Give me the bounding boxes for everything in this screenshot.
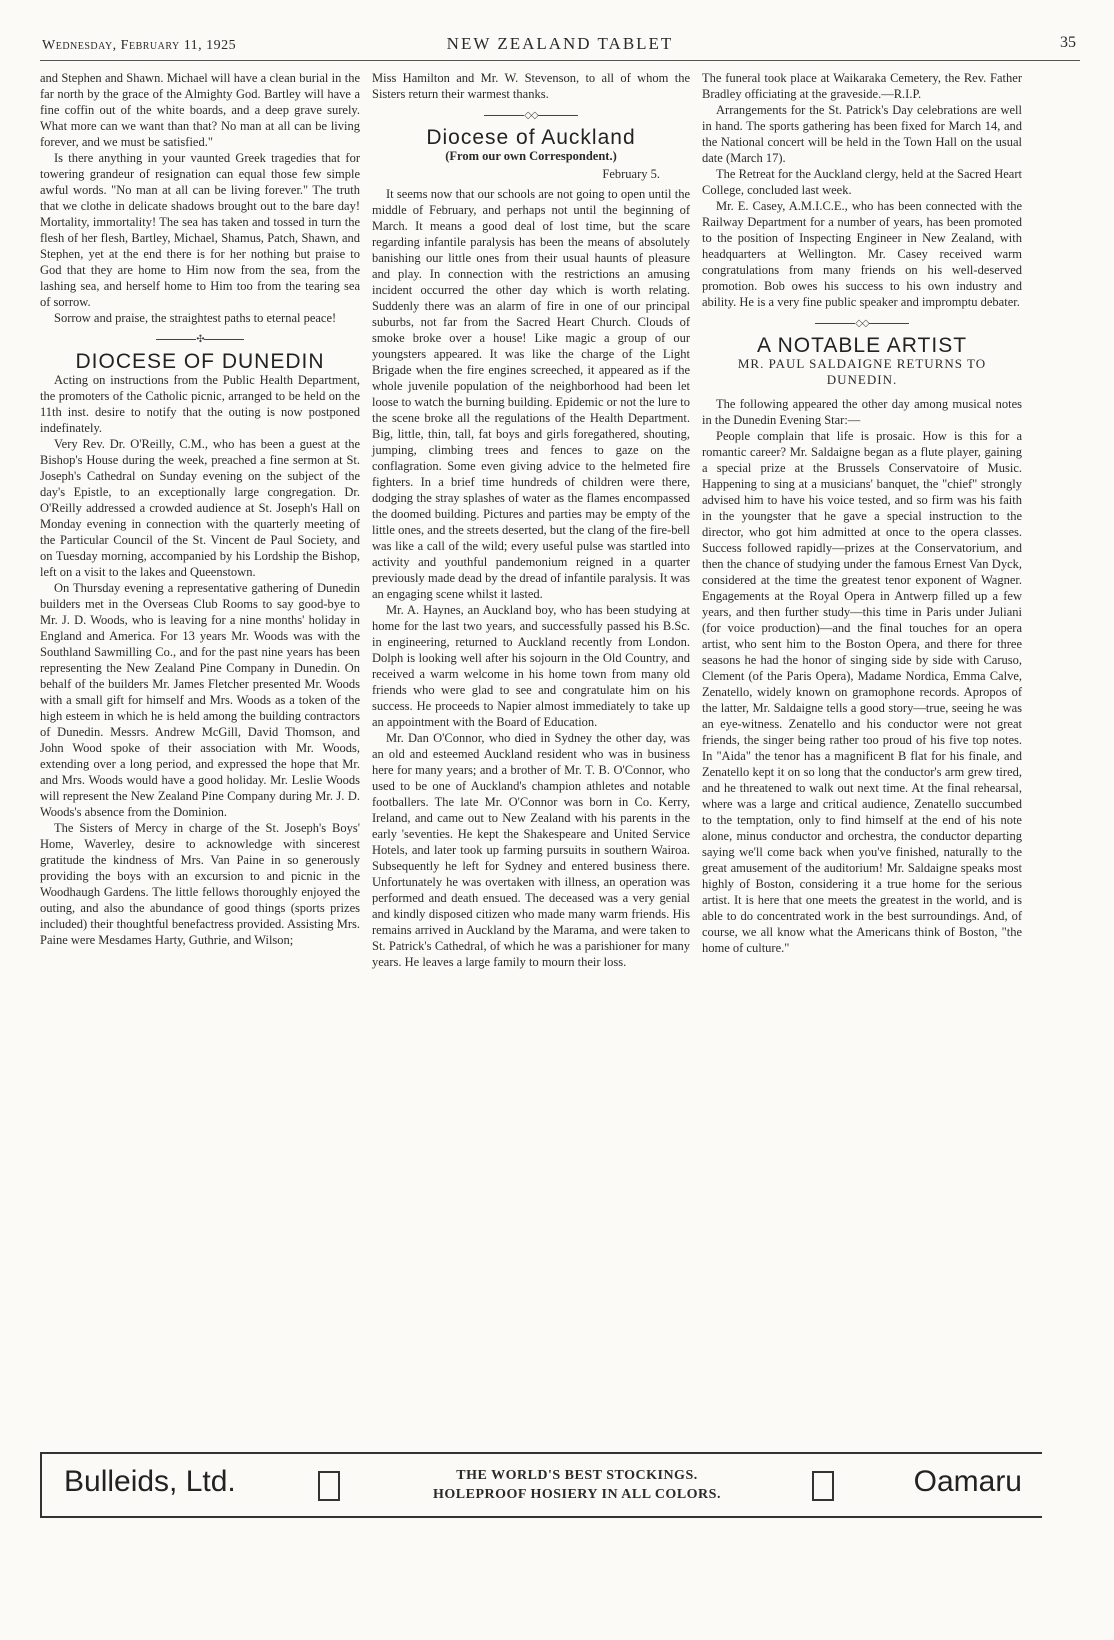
decorative-box	[318, 1471, 340, 1501]
paragraph: Sorrow and praise, the straightest paths to eternal peace!	[54, 311, 337, 325]
tagline-line-2: HOLEPROOF HOSIERY IN ALL COLORS.	[433, 1487, 721, 1502]
section-heading-artist: A NOTABLE ARTIST	[756, 334, 968, 357]
separator: ◇◇	[372, 108, 690, 124]
separator: ✣	[40, 332, 360, 348]
section-heading-dunedin: DIOCESE OF DUNEDIN	[75, 350, 325, 373]
paragraph: It seems now that our schools are not going to open until the middle of February, and perhaps not until the beginning of March. It means a good deal of lost time, but the scare regarding infantile paralysis has been the means of absolutely banishing our little ones from their usual haunts of pleasure and play. In connection with the restrictions an amusing incident occurred the other day which is worth relating. Suddenly there was an alarm of fire in one of our principal suburbs, not far from the Sacred Heart Church. Clouds of smoke broke over a house! Like magic a group of our youngsters appeared. It was like the charge of the Light Brigade when the fire engines screeched, it appeared as if the whole juvenile population of the neighborhood had been let loose to watch the burning building. Epidemic or not the lure to the scene broke all the regulations of the Health Department. Big, little, thin, tall, fat boys and girls foregathered, shouting, jumping, climbing trees and fences to gaze on the conflagration. Some even giving advice to the helmeted fire fighters. In a brief time hundreds of children were there, dodging the stray splashes of water as the flames encompassed the doomed building. Pictures and parties may be empty of the little ones, and the streets deserted, but the clang of the fire-bell was like a call of the wild; every useful pulse was startled into activity and youthful pandemonium reigned in a quarter previously made dead by the dread of infantile paralysis. It was an engaging scene whilst it lasted.	[372, 187, 690, 601]
publication-title: NEW ZEALAND TABLET	[446, 34, 674, 53]
dateline: February 5.	[602, 167, 660, 181]
paragraph: The Sisters of Mercy in charge of the St. Joseph's Boys' Home, Waverley, desire to acknowledge with sincerest gratitude the kindness of Mrs. Van Paine in so generously providing the boys with an excursion to and picnic in the Woodhaugh Gardens. The little fellows thoroughly enjoyed the outing, and also the abundance of good things (sports prizes included) their thoughtful benefactress provided. Assisting Mrs. Paine were Mesdames Harty, Guthrie, and Wilson;	[40, 821, 360, 947]
section-heading-auckland: Diocese of Auckland	[426, 126, 636, 149]
correspondent-note: (From our own Correspondent.)	[445, 149, 617, 163]
header-date: Wednesday, February 11, 1925	[42, 38, 237, 53]
decorative-box	[812, 1471, 834, 1501]
paragraph: and Stephen and Shawn. Michael will have a clean burial in the far north by the grace of the Almighty God. Bartley will have a fine coffin out of the white boards, and a deep grave surely. What more can we want than that? No man at all can be living forever, and we must be satisfied."	[40, 71, 360, 149]
column-3	[702, 70, 1022, 956]
article-subtitle: MR. PAUL SALDAIGNE RETURNS TO DUNEDIN.	[737, 356, 987, 387]
page-number: 35	[1060, 34, 1076, 51]
advertiser-location: Oamaru	[913, 1465, 1022, 1498]
paragraph: Very Rev. Dr. O'Reilly, C.M., who has been a guest at the Bishop's House during the week, preached a fine sermon at St. Joseph's Cathedral on Sunday evening on the subject of the day's Epistle, to an exceptionally large congregation. Dr. O'Reilly addressed a crowded audience at St. Joseph's Hall on Monday evening in connection with the quarterly meeting of the Particular Council of the St. Vincent de Paul Society, and on Tuesday morning, accompanied by his Lordship the Bishop, left on a visit to the lakes and Queenstown.	[40, 437, 360, 579]
tagline-line-1: THE WORLD'S BEST STOCKINGS.	[456, 1468, 698, 1483]
paragraph: Is there anything in your vaunted Greek tragedies that for towering grandeur of resignation can equal those few simple awful words. "No man at all can be living forever." The truth that we clothe in delicate shadows brought out to the bare day! Mortality, immortality! The sea has taken and tossed in turn the flesh of her flesh, Bartley, Michael, Shamus, Patch, Shawn, and Stephen, yet at the end there is for her nothing but praise to God that they are home to Him now from the sea, from the lashing sea, and herself home to Him too from the tearing sea of sorrow.	[40, 151, 360, 309]
paragraph: Mr. Dan O'Connor, who died in Sydney the other day, was an old and esteemed Auckland resident who was in business here for many years; and a brother of Mr. T. B. O'Connor, who used to be one of Auckland's champion athletes and notable footballers. The late Mr. O'Connor was born in Co. Kerry, Ireland, and came out to New Zealand with his parents in the early 'seventies. He kept the Shakespeare and United Service Hotels, and later took up farming pursuits in southern Wairoa. Subsequently he left for Sydney and entered business there. Unfortunately he was overtaken with illness, an operation was performed and death ensued. The deceased was a very genial and kindly disposed citizen who made many warm friends. His remains arrived in Auckland by the Marama, and were taken to St. Patrick's Cathedral, of which he was a parishioner for many years. He leaves a large family to mourn their loss.	[372, 731, 690, 969]
column-1	[40, 70, 360, 948]
paragraph: Arrangements for the St. Patrick's Day celebrations are well in hand. The sports gathering has been fixed for March 14, and the National concert will be held in the Town Hall on the usual date (March 17).	[702, 103, 1022, 165]
advertisement-tagline	[372, 1466, 782, 1504]
paragraph: Mr. A. Haynes, an Auckland boy, who has been studying at home for the last two years, and successfully passed his B.Sc. in engineering, returned to Auckland recently from London. Dolph is looking well after his sojourn in the Old Country, and received a warm welcome in his home town from many old friends who were glad to see and congratulate him on his success. He proceeds to Napier almost immediately to take up an appointment with the Board of Education.	[372, 603, 690, 729]
paragraph: Miss Hamilton and Mr. W. Stevenson, to all of whom the Sisters return their warmest thanks.	[372, 71, 690, 101]
paragraph: Acting on instructions from the Public Health Department, the promoters of the Catholic picnic, arranged to be held on the 11th inst. desire to notify that the outing is now postponed indefinately.	[40, 373, 360, 435]
column-2	[372, 70, 690, 970]
advertisement-banner	[40, 1452, 1042, 1518]
paragraph: People complain that life is prosaic. How is this for a romantic career? Mr. Saldaigne began as a flute player, gaining a special prize at the Brussels Conservatoire of Music. Happening to sing at a musicians' banquet, the "chief" strongly advised him to have his voice tested, and so firm was his faith in the youngster that he gave a special instruction to the director, who got him admitted at once to the opera classes. Success followed rapidly—prizes at the Conservatorium, and then the chance of studying under the famous Ernest Van Dyck, considered at the time the greatest tenor exponent of Wagner. Engagements at the Royal Opera in Antwerp filled up a few years, and then further study—this time in Paris under Juliani (for voice production)—and the final touches for an opera artist, who sent him to the Boston Opera, and there for three seasons he had the honor of singing side by side with Caruso, Clement (of the Paris Opera), Madame Nordica, Emma Calve, Zenatello, widely known on gramophone records. Apropos of the latter, Mr. Saldaigne tells a good story—true, seeing he was an eye-witness. Zenatello and his conductor were not great friends, the singer being rather too proud of his five top notes. In "Aida" the tenor has a magnificent B flat for his finale, and Zenatello kept it on so long that the conductor's arm grew tired, and he threatened to walk out next time. At the final rehearsal, where was a large and critical audience, Zenatello succumbed to the temptation, only to find himself at the end of his note alone, minus conductor and orchestra, the conductor departing saying we'll come back when you've finished, naturally to the great amusement of the auditorium! Mr. Saldaigne speaks most highly of Boston, considering it a true home for the serious artist. It is here that one meets the greatest in the world, and is able to do concentrated work in the best surroundings. And, of course, we all know what the Americans think of Boston, "the home of culture."	[702, 429, 1022, 955]
advertiser-name: Bulleids, Ltd.	[64, 1465, 236, 1498]
paragraph: On Thursday evening a representative gathering of Dunedin builders met in the Overseas Club Rooms to say good-bye to Mr. J. D. Woods, who is leaving for a nine months' holiday in England and America. For 13 years Mr. Woods was with the Southland Sawmilling Co., and for the past nine years has been representing the New Zealand Pine Company in Dunedin. On behalf of the builders Mr. James Fletcher presented Mr. Woods with a small gift for himself and Mrs. Woods as a token of the high esteem in which he is held among the building contractors of Dunedin. Messrs. Andrew McGill, David Thomson, and John Wood spoke of their association with Mr. Woods, extending over a long period, and expressed the hope that Mr. and Mrs. Woods would have a good holiday. Mr. Leslie Woods will represent the New Zealand Pine Company during Mr. J. D. Woods's absence from the Dominion.	[40, 581, 360, 819]
paragraph: The following appeared the other day among musical notes in the Dunedin Evening Star:—	[702, 397, 1022, 427]
separator: ◇◇	[702, 316, 1022, 332]
paragraph: The funeral took place at Waikaraka Cemetery, the Rev. Father Bradley officiating at the graveside.—R.I.P.	[702, 71, 1022, 101]
paragraph: Mr. E. Casey, A.M.I.C.E., who has been connected with the Railway Department for a number of years, has been promoted to the position of Inspecting Engineer in New Zealand, with headquarters at Wellington. Mr. Casey received warm congratulations from many friends on his well-deserved promotion. Bob owes his success to his own industry and ability. He is a very fine public speaker and impromptu debater.	[702, 199, 1022, 309]
paragraph: The Retreat for the Auckland clergy, held at the Sacred Heart College, concluded last week.	[702, 167, 1022, 197]
page-header	[40, 30, 1080, 61]
